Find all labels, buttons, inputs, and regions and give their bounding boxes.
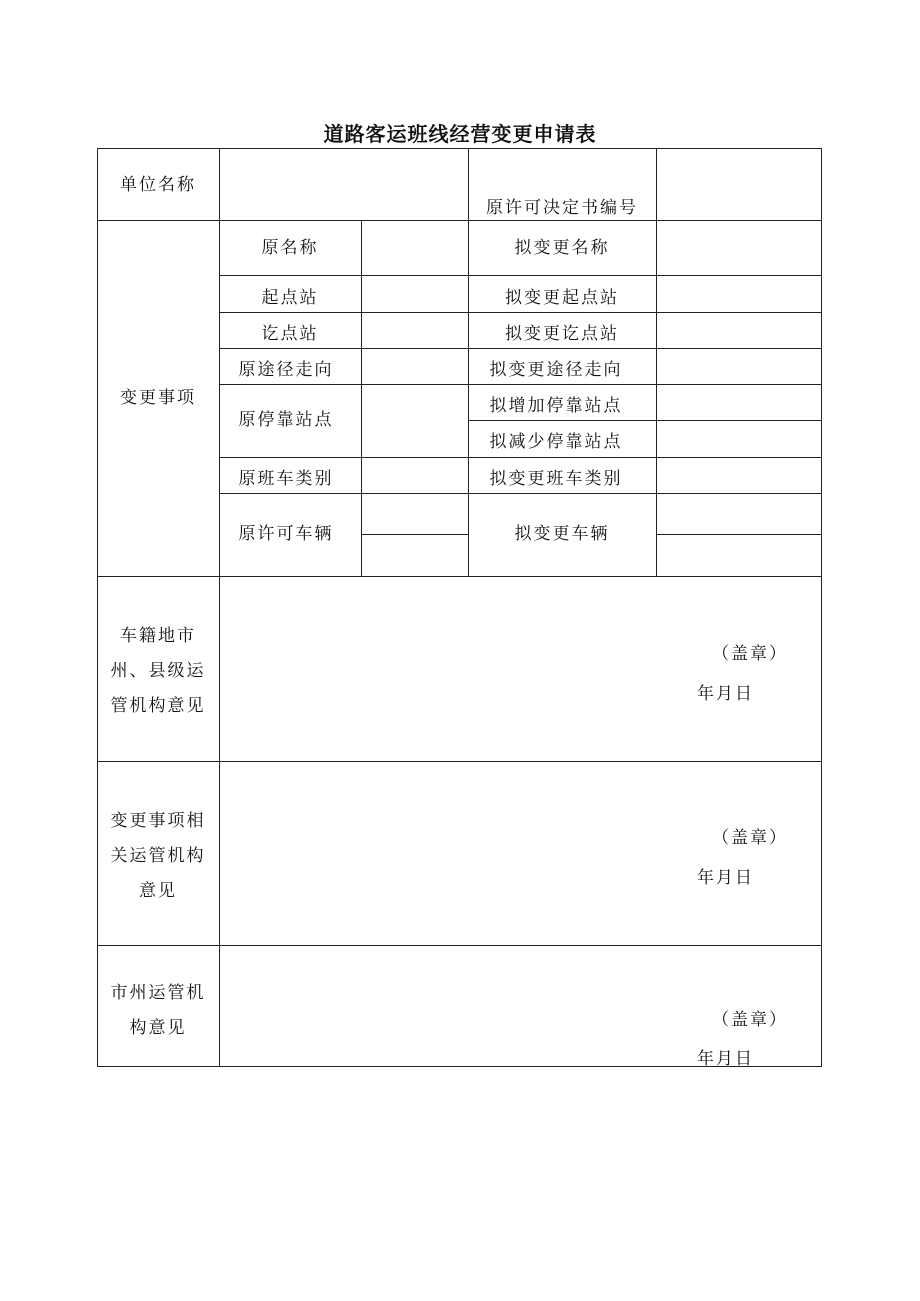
opinion-2-label-line-2: 关运管机构 bbox=[110, 846, 206, 866]
change-items-label: 变更事项 bbox=[120, 388, 196, 408]
orig-stops-label: 原停靠站点 bbox=[238, 410, 334, 430]
remove-stops-label: 拟减少停靠站点 bbox=[489, 432, 623, 452]
form-title: 道路客运班线经营变更申请表 bbox=[323, 122, 597, 146]
orig-name-label: 原名称 bbox=[261, 238, 319, 258]
new-vehicle-label: 拟变更车辆 bbox=[514, 524, 610, 544]
opinion-3-label-line-1: 市州运管机 bbox=[110, 983, 206, 1003]
opinion-2-date: 年月日 bbox=[697, 868, 754, 888]
new-route-label: 拟变更途径走向 bbox=[489, 360, 623, 380]
new-start-station-label: 拟变更起点站 bbox=[505, 288, 619, 308]
opinion-2-seal: （盖章） bbox=[712, 828, 788, 848]
subrow-divider bbox=[219, 275, 822, 276]
orig-vehicle-label: 原许可车辆 bbox=[238, 524, 334, 544]
row-divider bbox=[97, 761, 822, 762]
opinion-1-date: 年月日 bbox=[697, 684, 754, 704]
label-column-divider bbox=[219, 148, 220, 1067]
opinion-2-label-line-1: 变更事项相 bbox=[110, 811, 206, 831]
opinion-3-date: 年月日 bbox=[697, 1049, 754, 1069]
orig-route-label: 原途径走向 bbox=[238, 360, 334, 380]
column-divider bbox=[656, 148, 657, 576]
opinion-3-label-line-2: 构意见 bbox=[129, 1018, 187, 1038]
column-divider bbox=[468, 148, 469, 576]
new-bus-class-label: 拟变更班车类别 bbox=[489, 469, 623, 489]
table-border-left bbox=[97, 148, 98, 1067]
end-station-label: 讫点站 bbox=[261, 324, 319, 344]
unit-name-field[interactable] bbox=[223, 170, 463, 200]
opinion-3-seal: （盖章） bbox=[712, 1010, 788, 1030]
opinion-2-label-line-3: 意见 bbox=[139, 881, 177, 901]
opinion-1-seal: （盖章） bbox=[712, 644, 788, 664]
add-stops-label: 拟增加停靠站点 bbox=[489, 396, 623, 416]
row-divider bbox=[97, 576, 822, 577]
opinion-1-label-line-3: 管机构意见 bbox=[110, 696, 206, 716]
row-divider bbox=[97, 945, 822, 946]
table-border-top bbox=[97, 148, 822, 149]
subrow-divider bbox=[361, 534, 468, 535]
opinion-1-label-line-2: 州、县级运 bbox=[110, 661, 206, 681]
unit-name-label: 单位名称 bbox=[120, 175, 196, 195]
table-border-right bbox=[821, 148, 822, 1067]
license-number-field[interactable] bbox=[664, 170, 814, 200]
start-station-label: 起点站 bbox=[261, 288, 319, 308]
opinion-1-label-line-1: 车籍地市 bbox=[120, 626, 196, 646]
column-divider bbox=[361, 220, 362, 576]
subrow-divider bbox=[656, 534, 822, 535]
row-divider bbox=[97, 220, 822, 221]
license-number-label: 原许可决定书编号 bbox=[486, 198, 638, 218]
orig-bus-class-label: 原班车类别 bbox=[238, 469, 334, 489]
new-end-station-label: 拟变更讫点站 bbox=[505, 324, 619, 344]
new-name-label: 拟变更名称 bbox=[514, 238, 610, 258]
